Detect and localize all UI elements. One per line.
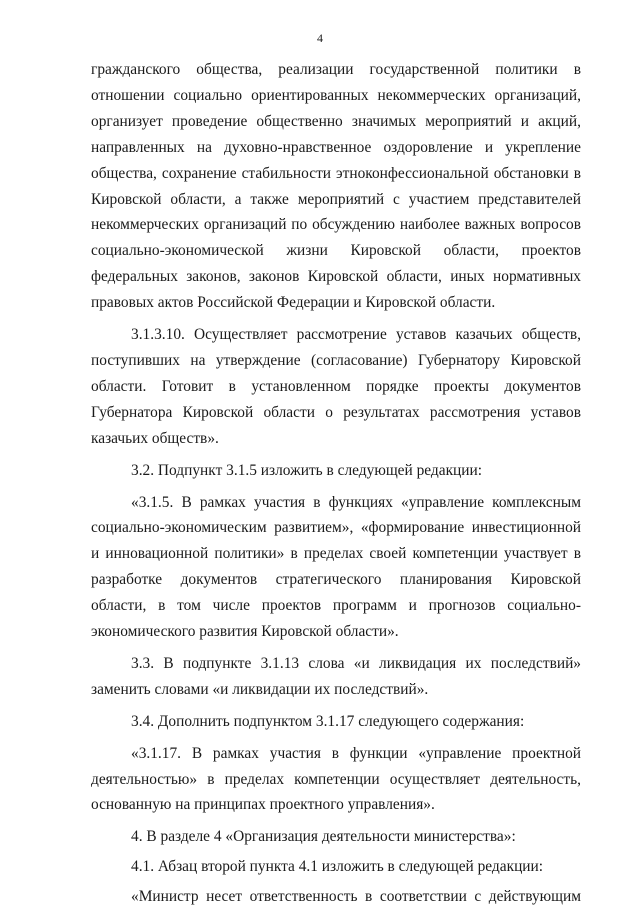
paragraph-3-1-3-10: 3.1.3.10. Осуществляет рассмотрение уставов казачьих обществ, поступивших на утверждение (согласование) Губернатору Кировской области. Готовит в установленном порядке проекты документов Губернатора Кировской области о результатах рассмотрения уставов казачьих обществ». bbox=[91, 326, 581, 447]
paragraph-civil-society-continuation: гражданского общества, реализации государственной политики в отношении социально ориентированных некоммерческих организаций, организует проведение общественно значимых мероприятий и акций, направленных на духовно-нравственное оздоровление и укрепление общества, сохранение стабильности этноконфессиональной обстановки в Кировской области, а также мероприятий с участием представителей некоммерческих организаций по обсуждению наиболее важных вопросов социально-экономической жизни Кировской области, проектов федеральных законов, законов Кировской области, иных нормативных правовых актов Российской Федерации и Кировской области. bbox=[91, 61, 581, 312]
paragraph-3-1-5-text: «3.1.5. В рамках участия в функциях «управление комплексным социально-экономическим развитием», «формирование инвестиционной и инновационной политики» в пределах своей компетенции участвует в разработке документов стратегического планирования Кировской области, в том числе проектов программ и прогнозов социально-экономического развития Кировской области». bbox=[91, 493, 581, 641]
page-number: 4 bbox=[317, 31, 323, 45]
paragraph-3-1-17-text: «3.1.17. В рамках участия в функции «управление проектной деятельностью» в пределах компетенции осуществляет деятельность, основанную на принципах проектного управления». bbox=[91, 744, 581, 814]
paragraph-3-4: 3.4. Дополнить подпунктом 3.1.17 следующего содержания: bbox=[131, 712, 525, 730]
paragraph-3-2: 3.2. Подпункт 3.1.5 изложить в следующей редакции: bbox=[131, 461, 483, 479]
paragraph-4-1: 4.1. Абзац второй пункта 4.1 изложить в следующей редакции: bbox=[131, 858, 544, 876]
document-body bbox=[91, 57, 581, 910]
paragraph-3-3: 3.3. В подпункте 3.1.13 слова «и ликвидация их последствий» заменить словами «и ликвидации их последствий». bbox=[91, 654, 581, 698]
paragraph-4: 4. В разделе 4 «Организация деятельности министерства»: bbox=[131, 828, 516, 846]
paragraph-minister-responsibility: «Министр несет ответственность в соответствии с действующим bbox=[131, 888, 581, 906]
